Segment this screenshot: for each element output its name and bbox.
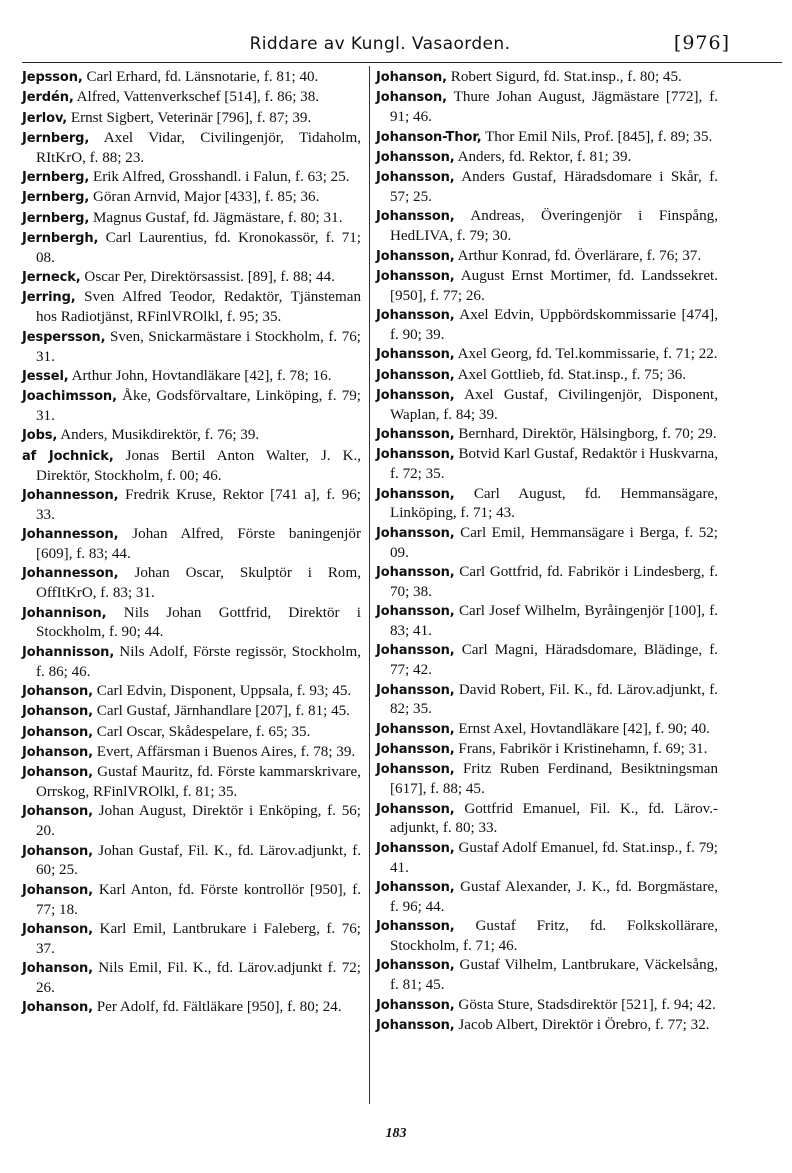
directory-entry (22, 68, 361, 88)
directory-entry (376, 425, 718, 445)
entry-details: Axel Vidar, Civilingenjör, Tidaholm, RItKrO, f. 88; 23. (36, 129, 361, 166)
directory-entry (376, 996, 718, 1016)
directory-entry (376, 366, 718, 386)
entry-details: Alfred, Vattenverkschef [514], f. 86; 38. (73, 89, 320, 106)
entry-details: Thure Johan August, Jägmästare [772], f. 91; 46. (390, 89, 718, 126)
entry-details: Carl Emil, Hemmansägare i Berga, f. 52; 09. (390, 524, 718, 561)
entry-surname: Johansson, (376, 958, 455, 974)
entry-surname: Jerlov, (22, 110, 68, 126)
entry-surname: Johanson, (22, 704, 94, 720)
entry-details: Gustaf Vilhelm, Lantbrukare, Väckelsång, f. 81; 45. (390, 957, 718, 994)
entry-surname: Jernbergh, (22, 230, 99, 246)
directory-entry (22, 702, 361, 722)
entry-surname: Jerdén, (22, 90, 74, 106)
entry-details: Axel Gustaf, Civilingenjör, Disponent, Waplan, f. 84; 39. (390, 386, 718, 423)
directory-entry (376, 641, 718, 680)
entry-surname: Johansson, (376, 919, 455, 935)
entry-details: Gustaf Mauritz, fd. Förste kammarskrivare, Orrskog, RFinlVROlkl, f. 81; 35. (36, 764, 361, 800)
entry-surname: Jernberg, (22, 210, 90, 226)
entry-details: Karl Emil, Lantbrukare i Faleberg, f. 76; 37. (36, 920, 361, 957)
entry-details: Gustaf Adolf Emanuel, fd. Stat.insp., f. 79; 41. (390, 839, 718, 876)
entry-surname: Johansson, (376, 1017, 455, 1033)
directory-entry (22, 920, 361, 959)
entry-details: Nils Adolf, Förste regissör, Stockholm, f. 86; 46. (36, 643, 361, 680)
entry-surname: Johansson, (376, 564, 455, 580)
entry-surname: Johansson, (376, 762, 455, 778)
directory-entry (376, 88, 718, 127)
directory-entry (22, 168, 361, 188)
entry-details: Axel Edvin, Uppbördskommissarie [474], f. 90; 39. (390, 307, 718, 343)
directory-entry (376, 445, 718, 484)
entry-surname: Johansson, (376, 643, 455, 659)
entry-surname: Johanson, (22, 921, 94, 937)
directory-entry (376, 168, 718, 207)
entry-surname: Johansson, (376, 997, 455, 1013)
entry-details: Carl August, fd. Hemmansägare, Linköping, f. 71; 43. (390, 485, 718, 522)
entry-details: Carl Oscar, Skådespelare, f. 65; 35. (93, 723, 311, 740)
entry-details: Sven Alfred Teodor, Redaktör, Tjänsteman hos Radiotjänst, RFinlVROlkl, f. 95; 35. (36, 289, 361, 326)
entry-details: Nils Johan Gottfrid, Direktör i Stockholm, f. 90; 44. (36, 604, 361, 641)
directory-entry (22, 881, 361, 920)
directory-entry (22, 998, 361, 1018)
entry-details: Göran Arnvid, Major [433], f. 85; 36. (89, 189, 320, 206)
entry-surname: Johansson, (376, 268, 455, 284)
entry-surname: Johansson, (376, 742, 455, 758)
directory-entry (376, 68, 718, 88)
entry-details: Carl Edvin, Disponent, Uppsala, f. 93; 45. (93, 682, 352, 699)
entry-details: Jonas Bertil Anton Walter, J. K., Direktör, Stockholm, f. 00; 46. (36, 447, 362, 484)
entry-surname: Johansson, (376, 387, 455, 403)
directory-entry (22, 328, 361, 367)
page-footer-number: 183 (385, 1126, 407, 1141)
entry-details: Åke, Godsförvaltare, Linköping, f. 79; 31. (36, 388, 361, 425)
entry-surname: Johansson, (376, 525, 455, 541)
directory-entry (22, 109, 361, 129)
directory-entry (22, 682, 361, 702)
entry-details: Anders Gustaf, Häradsdomare i Skår, f. 57; 25. (390, 169, 718, 205)
directory-entry (376, 760, 718, 799)
entry-surname: Johanson, (22, 683, 94, 699)
entry-surname: Johansson, (376, 604, 455, 620)
directory-entry (376, 878, 718, 917)
entry-details: Ernst Axel, Hovtandläkare [42], f. 90; 40. (454, 720, 710, 737)
entry-surname: Johanson, (376, 70, 448, 85)
running-title: Riddare av Kungl. Vasaorden. (249, 34, 511, 54)
directory-entry (376, 602, 718, 641)
entry-surname: Johanson-Thor, (376, 129, 482, 145)
entry-details: Thor Emil Nils, Prof. [845], f. 89; 35. (481, 128, 713, 145)
directory-entry (376, 207, 718, 246)
entry-details: Erik Alfred, Grosshandl. i Falun, f. 63; 25. (89, 169, 350, 186)
entry-details: Jacob Albert, Direktör i Örebro, f. 77; 32. (454, 1016, 710, 1033)
entry-details: Axel Gottlieb, fd. Stat.insp., f. 75; 36. (454, 366, 687, 383)
entry-details: Gottfrid Emanuel, Fil. K., fd. Lärov.adjunkt, f. 80; 33. (390, 800, 718, 837)
entry-details: Sven, Snickarmästare i Stockholm, f. 76; 31. (36, 328, 361, 365)
directory-entry (376, 345, 718, 365)
entry-details: Nils Emil, Fil. K., fd. Lärov.adjunkt f. 72; 26. (36, 960, 361, 997)
directory-entry (376, 1016, 718, 1036)
directory-entry (22, 447, 361, 486)
entry-details: Gösta Sture, Stadsdirektör [521], f. 94; 42. (454, 996, 716, 1013)
entry-surname: Jernberg, (22, 170, 90, 186)
entry-details: Ernst Sigbert, Veterinär [796], f. 87; 39. (67, 109, 312, 126)
entry-surname: Jerring, (22, 290, 76, 306)
directory-entry (22, 209, 361, 229)
directory-entry (22, 564, 361, 603)
entry-surname: Johansson, (376, 308, 455, 323)
entry-details: Carl Magni, Häradsdomare, Blädinge, f. 77; 42. (390, 642, 718, 679)
entry-surname: Johanson, (22, 724, 94, 740)
directory-entry (22, 367, 361, 387)
directory-entry (376, 386, 718, 425)
entry-details: Oscar Per, Direktörsassist. [89], f. 88; 44. (80, 269, 335, 286)
directory-entry (376, 740, 718, 760)
entry-details: Fredrik Kruse, Rektor [741 a], f. 96; 33. (36, 486, 361, 523)
entry-surname: Johanson, (22, 1000, 94, 1016)
directory-entry (376, 148, 718, 168)
entry-details: David Robert, Fil. K., fd. Lärov.adjunkt, f. 82; 35. (390, 681, 718, 718)
entry-surname: af Jochnick, (22, 448, 114, 464)
entry-surname: Jepsson, (22, 70, 83, 85)
directory-entry (376, 485, 718, 524)
directory-entry (376, 563, 718, 602)
entry-surname: Johansson, (376, 682, 455, 698)
directory-entry (376, 956, 718, 995)
directory-entry (22, 525, 361, 564)
directory-entry (376, 681, 718, 720)
directory-entry (376, 800, 718, 839)
entry-surname: Johansson, (376, 840, 455, 856)
directory-entry (376, 247, 718, 267)
entry-surname: Johansson, (376, 721, 455, 737)
entry-surname: Johanson, (22, 765, 94, 781)
directory-entry (22, 387, 361, 426)
entry-details: Carl Laurentius, fd. Kronokassör, f. 71; 08. (36, 229, 361, 266)
entry-surname: Johansson, (376, 209, 455, 225)
entry-details: Gustaf Fritz, fd. Folkskollärare, Stockholm, f. 71; 46. (390, 918, 718, 955)
entry-surname: Johansson, (376, 149, 455, 165)
entry-details: Frans, Fabrikör i Kristinehamn, f. 69; 31. (454, 741, 708, 758)
directory-entry (22, 288, 361, 327)
directory-entry (376, 839, 718, 878)
entry-details: Johan Alfred, Förste baningenjör [609], f. 83; 44. (36, 526, 361, 562)
entry-surname: Jessel, (22, 368, 69, 384)
entry-surname: Johanson, (22, 961, 94, 977)
entry-details: Johan Oscar, Skulptör i Rom, OffItKrO, f. 83; 31. (36, 565, 361, 602)
directory-entry (376, 720, 718, 740)
entry-details: Karl Anton, fd. Förste kontrollör [950], f. 77; 18. (36, 881, 361, 918)
entry-details: Anders, Musikdirektör, f. 76; 39. (57, 427, 260, 444)
entry-surname: Johansson, (376, 170, 455, 186)
entry-details: Botvid Karl Gustaf, Redaktör i Huskvarna, f. 72; 35. (390, 446, 718, 483)
page-header (30, 34, 730, 58)
entry-surname: Jespersson, (22, 329, 106, 345)
entry-details: Fritz Ruben Ferdinand, Besiktningsman [617], f. 88; 45. (390, 761, 718, 798)
entry-details: Arthur John, Hovtandläkare [42], f. 78; 16. (68, 367, 332, 384)
directory-entry (22, 426, 361, 446)
entry-surname: Johanson, (22, 804, 94, 820)
directory-entry (22, 268, 361, 288)
entry-surname: Jerneck, (22, 270, 81, 286)
directory-entry (22, 842, 361, 881)
entry-surname: Johanson, (22, 882, 94, 898)
entry-surname: Johanson, (376, 90, 448, 106)
entry-details: Carl Erhard, fd. Länsnotarie, f. 81; 40. (82, 69, 319, 85)
column-divider (369, 66, 370, 1104)
entry-surname: Johannesson, (22, 527, 119, 543)
directory-entry (22, 802, 361, 841)
entry-details: Andreas, Överingenjör i Finspång, HedLIVA, f. 79; 30. (390, 208, 718, 245)
entry-surname: Johannison, (22, 605, 107, 621)
directory-entry (376, 306, 718, 345)
directory-entry (22, 88, 361, 108)
header-rule (22, 62, 782, 63)
entry-details: Carl Gottfrid, fd. Fabrikör i Lindesberg, f. 70; 38. (390, 563, 718, 600)
directory-entry (22, 959, 361, 998)
directory-entry (376, 524, 718, 563)
entry-details: Gustaf Alexander, J. K., fd. Borgmästare, f. 96; 44. (390, 878, 718, 915)
entry-surname: Johansson, (376, 427, 455, 442)
entry-details: Magnus Gustaf, fd. Jägmästare, f. 80; 31. (89, 209, 343, 226)
entry-surname: Johansson, (376, 347, 455, 363)
entry-surname: Joachimsson, (22, 389, 117, 405)
entry-surname: Johannesson, (22, 566, 119, 582)
entry-surname: Jernberg, (22, 130, 90, 146)
directory-entry (22, 188, 361, 208)
entry-surname: Johansson, (376, 447, 455, 463)
bracketed-page-number: [976] (673, 32, 730, 54)
directory-entry (22, 604, 361, 643)
directory-entry (376, 917, 718, 956)
entry-surname: Johansson, (376, 367, 455, 383)
entry-surname: Johansson, (376, 801, 455, 817)
directory-entry (376, 128, 718, 148)
entry-details: Robert Sigurd, fd. Stat.insp., f. 80; 45. (447, 69, 682, 85)
entry-surname: Jobs, (22, 428, 58, 444)
directory-entry (22, 229, 361, 268)
entry-details: August Ernst Mortimer, fd. Landssekret. [950], f. 77; 26. (390, 267, 718, 304)
entry-details: Axel Georg, fd. Tel.kommissarie, f. 71; 22. (454, 346, 718, 363)
entry-details: Anders, fd. Rektor, f. 81; 39. (454, 148, 632, 165)
entry-surname: Johanson, (22, 744, 94, 760)
entry-details: Bernhard, Direktör, Hälsingborg, f. 70; 29. (454, 426, 717, 442)
directory-entry (22, 129, 361, 168)
entry-details: Carl Josef Wilhelm, Byråingenjör [100], f. 83; 41. (390, 603, 718, 640)
right-column (376, 68, 718, 1036)
directory-entry (22, 763, 361, 802)
entry-surname: Johanson, (22, 843, 94, 859)
directory-entry (22, 723, 361, 743)
directory-entry (22, 743, 361, 763)
entry-surname: Johansson, (376, 248, 455, 264)
entry-surname: Johannisson, (22, 644, 115, 660)
left-column (22, 68, 361, 1019)
entry-details: Arthur Konrad, fd. Överlärare, f. 76; 37. (454, 247, 702, 264)
entry-details: Johan August, Direktör i Enköping, f. 56; 20. (36, 803, 361, 840)
entry-surname: Johansson, (376, 486, 455, 502)
entry-surname: Jernberg, (22, 190, 90, 206)
entry-details: Per Adolf, fd. Fältläkare [950], f. 80; 24. (93, 999, 342, 1016)
entry-details: Evert, Affärsman i Buenos Aires, f. 78; 39. (93, 743, 356, 760)
directory-entry (376, 267, 718, 306)
entry-details: Carl Gustaf, Järnhandlare [207], f. 81; 45. (93, 703, 350, 720)
entry-details: Johan Gustaf, Fil. K., fd. Lärov.adjunkt, f. 60; 25. (36, 842, 361, 879)
entry-surname: Johansson, (376, 879, 455, 895)
entry-surname: Johannesson, (22, 487, 119, 503)
directory-entry (22, 486, 361, 525)
directory-entry (22, 643, 361, 682)
